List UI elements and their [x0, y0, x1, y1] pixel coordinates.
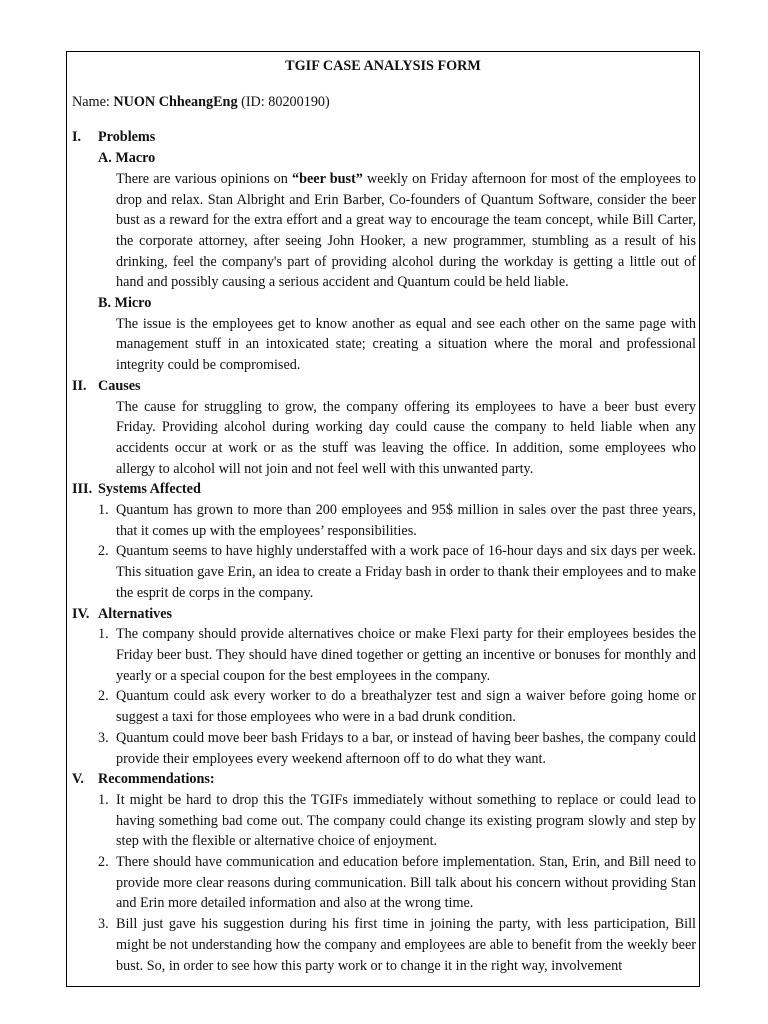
list-item [67, 500, 699, 541]
list-item [67, 914, 699, 976]
macro-text-start: There are various opinions on [116, 170, 292, 187]
section-recommendations-heading [67, 769, 699, 790]
subsection-micro-heading [67, 293, 699, 314]
list-text: Quantum could move beer bash Fridays to a bar, or instead of having beer bashes, the company could provide their employees every weekend afternoon off to do what they want. [116, 729, 696, 767]
list-text: Quantum seems to have highly understaffed with a work pace of 16-hour days and six days per week. This situation gave Erin, an idea to create a Friday bash in order to thank their employees and to make the esprit de corps in the company. [116, 543, 696, 601]
list-item [67, 686, 699, 727]
section-title: Causes [98, 377, 141, 394]
list-number: 1. [98, 626, 109, 643]
list-number: 1. [98, 791, 109, 808]
form-title: TGIF CASE ANALYSIS FORM [285, 58, 481, 74]
list-item [67, 790, 699, 852]
beer-bust-highlight: “beer bust” [292, 170, 363, 187]
macro-text-rest: weekly on Friday afternoon for most of the employees to drop and relax. Stan Albright and Erin Barber, Co-founders of Quantum Software, consider the beer bust as a reward for the extra effort and a great way to encourage the team concept, while Bill Carter, the corporate attorney, after seeing John Hooker, a new programmer, stumbling as a result of his drinking, feel the company's part of providing alcohol during the workday is getting a little out of hand and possibly causing a serious accident and Quantum could be held liable. [116, 170, 696, 291]
list-item [67, 624, 699, 686]
macro-paragraph [67, 169, 699, 293]
list-text: Quantum could ask every worker to do a breathalyzer test and sign a waiver before going home or suggest a taxi for those employees who were in a bad drunk condition. [116, 688, 696, 726]
list-number: 1. [98, 502, 109, 519]
list-number: 2. [98, 854, 109, 871]
name-line [67, 92, 699, 113]
subsection-title: B. Micro [98, 295, 152, 312]
student-id: (ID: 80200190) [237, 93, 330, 110]
section-number: IV. [72, 605, 90, 622]
section-alternatives-heading [67, 604, 699, 625]
section-title: Recommendations: [98, 771, 215, 788]
list-item [67, 541, 699, 603]
subsection-macro-heading [67, 148, 699, 169]
section-causes-heading [67, 376, 699, 397]
list-number: 2. [98, 543, 109, 560]
section-title: Systems Affected [98, 481, 201, 498]
subsection-title: A. Macro [98, 150, 156, 167]
list-number: 2. [98, 688, 109, 705]
section-systems-heading [67, 479, 699, 500]
section-title: Problems [98, 129, 156, 146]
list-number: 3. [98, 916, 109, 933]
list-text: There should have communication and education before implementation. Stan, Erin, and Bill need to provide more clear reasons during communication. Bill talk about his concern without providing Stan and Erin more detailed information and also at the wrong time. [116, 854, 696, 912]
micro-paragraph: The issue is the employees get to know another as equal and see each other on the same page with management stuff in an intoxicated state; creating a situation where the moral and professional integrity could be compromised. [116, 315, 696, 374]
list-text: It might be hard to drop this the TGIFs immediately without something to replace or could lead to having something bad come out. The company could change its existing program slowly and step by step with the flexible or alternative choice of enjoyment. [116, 791, 696, 850]
list-item [67, 728, 699, 769]
section-number: III. [72, 481, 93, 498]
section-problems-heading [67, 127, 699, 148]
student-name: NUON ChheangEng [113, 93, 238, 110]
list-text: The company should provide alternatives choice or make Flexi party for their employees besides the Friday beer bust. They should have dined together or getting an incentive or bonuses for monthly and yearly or a special coupon for the best employees in the company. [116, 626, 696, 684]
list-text: Bill just gave his suggestion during his first time in joining the party, with less participation, Bill might be not understanding how the company and employees are able to benefit from the weekly beer bust. So, in order to see how this party work or to change it in the right way, involvement [116, 916, 696, 974]
case-analysis-form [66, 51, 700, 987]
section-number: I. [72, 129, 82, 146]
list-item [67, 852, 699, 914]
name-label: Name: [72, 93, 114, 110]
list-text: Quantum has grown to more than 200 employees and 95$ million in sales over the past three years, that it comes up with the employees’ responsibilities. [116, 502, 696, 539]
section-title: Alternatives [98, 605, 173, 622]
causes-paragraph: The cause for struggling to grow, the company offering its employees to have a beer bust every Friday. Providing alcohol during working day could cause the company to held liable when any accidents occur at work or as the stuff was leaving the office. In addition, some employees who allergy to alcohol will not join and not feel well with this unwanted party. [116, 398, 696, 477]
section-number: II. [72, 377, 87, 394]
section-number: V. [72, 771, 84, 788]
list-number: 3. [98, 729, 109, 746]
